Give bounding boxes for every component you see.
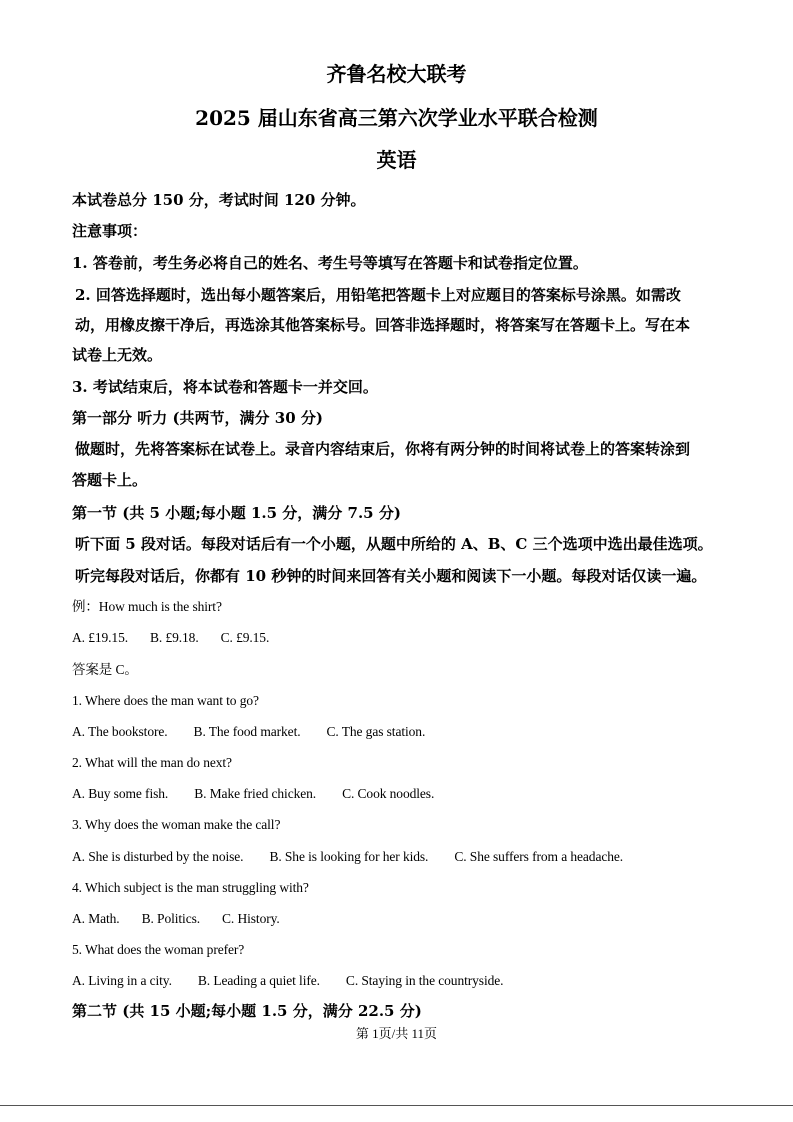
notice-item-2-line-3: 试卷上无效。: [72, 346, 163, 364]
page-bottom-divider: [0, 1105, 793, 1106]
option-c: C. History.: [222, 911, 280, 926]
option-c: C. Cook noodles.: [342, 786, 435, 801]
section1-directions-line-2: 听完每段对话后，你都有 10 秒钟的时间来回答有关小题和阅读下一小题。每段对话仅读一遍。: [75, 567, 707, 585]
question-4-options: [72, 908, 280, 930]
section1-directions-line-1: 听下面 5 段对话。每段对话后有一个小题，从题中所给的 A、B、C 三个选项中选出最佳选项。: [75, 535, 713, 553]
exam-title: 2025 届山东省高三第六次学业水平联合检测: [195, 106, 598, 130]
option-b: B. Politics.: [141, 911, 201, 926]
notice-item-2-line-2: 动，用橡皮擦干净后，再选涂其他答案标号。回答非选择题时，将答案写在答题卡上。写在本: [75, 316, 691, 334]
option-b: B. Leading a quiet life.: [197, 973, 320, 988]
example-question: 例：How much is the shirt?: [72, 599, 222, 614]
option-a: A. Buy some fish.: [72, 786, 169, 801]
notice-title: 注意事项：: [72, 222, 148, 240]
option-b: B. The food market.: [193, 724, 301, 739]
option-b: B. She is looking for her kids.: [269, 849, 429, 864]
question-1-options: [72, 721, 425, 743]
example-options: [72, 627, 269, 649]
notice-item-1: 1. 答卷前，考生务必将自己的姓名、考生号等填写在答题卡和试卷指定位置。: [72, 254, 588, 272]
question-4: 4. Which subject is the man struggling with?: [72, 880, 309, 895]
question-1: 1. Where does the man want to go?: [72, 693, 259, 708]
option-a: A. £19.15.: [72, 630, 128, 645]
question-5-options: [72, 970, 503, 992]
notice-item-2-line-1: 2. 回答选择题时，选出每小题答案后，用铅笔把答题卡上对应题目的答案标号涂黑。如需改: [75, 286, 681, 304]
option-a: A. Math.: [72, 911, 120, 926]
option-c: C. She suffers from a headache.: [454, 849, 624, 864]
notice-item-3: 3. 考试结束后，将本试卷和答题卡一并交回。: [72, 378, 378, 396]
option-b: B. Make fried chicken.: [194, 786, 317, 801]
question-2: 2. What will the man do next?: [72, 755, 232, 770]
subject-title: 英语: [376, 148, 417, 172]
option-a: A. Living in a city.: [72, 973, 172, 988]
question-2-options: [72, 783, 434, 805]
exam-series-title: 齐鲁名校大联考: [326, 62, 467, 86]
question-5: 5. What does the woman prefer?: [72, 942, 245, 957]
part1-heading: 第一部分 听力 (共两节，满分 30 分): [72, 409, 323, 427]
option-c: C. The gas station.: [326, 724, 426, 739]
example-answer: 答案是 C。: [72, 662, 138, 677]
section2-heading: 第二节 (共 15 小题;每小题 1.5 分，满分 22.5 分): [72, 1002, 422, 1020]
section1-heading: 第一节 (共 5 小题;每小题 1.5 分，满分 7.5 分): [72, 504, 401, 522]
option-c: C. £9.15.: [220, 630, 270, 645]
option-a: A. She is disturbed by the noise.: [72, 849, 244, 864]
part1-intro-line-1: 做题时，先将答案标在试卷上。录音内容结束后，你将有两分钟的时间将试卷上的答案转涂到: [75, 440, 691, 458]
option-b: B. £9.18.: [150, 630, 199, 645]
option-c: C. Staying in the countryside.: [345, 973, 504, 988]
part1-intro-line-2: 答题卡上。: [72, 471, 148, 489]
total-score-note: 本试卷总分 150 分，考试时间 120 分钟。: [72, 191, 366, 209]
page-number: 第 1页/共 11页: [355, 1026, 438, 1041]
option-a: A. The bookstore.: [72, 724, 168, 739]
question-3-options: [72, 846, 623, 868]
question-3: 3. Why does the woman make the call?: [72, 817, 281, 832]
